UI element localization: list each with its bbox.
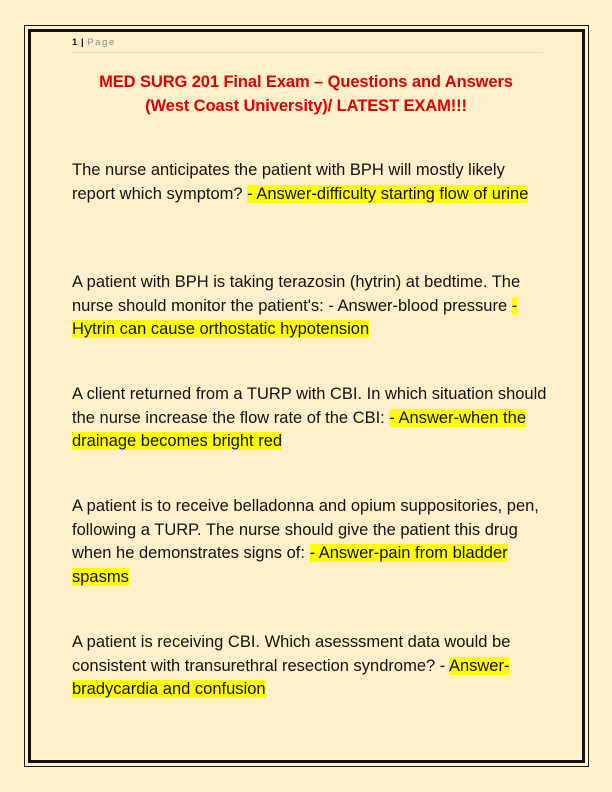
question-text: The nurse anticipates the patient with BPH will mostly likely report which symptom? xyxy=(72,161,505,203)
highlighted-answer: - Answer-pain from bladder spasms xyxy=(72,544,508,587)
question-text: A client returned from a TURP with CBI. In which situation should the nurse increase the flow rate of the CBI: xyxy=(72,385,547,427)
question-text: A patient is receiving CBI. Which asesssment data would be consistent with transurethral resection syndrome? xyxy=(72,633,511,675)
answer-text: - Answer-blood pressure xyxy=(328,296,512,315)
question-text: A patient with BPH is taking terazosin (hytrin) at bedtime. The nurse should monitor the patient's: xyxy=(72,273,521,315)
page-label: Page xyxy=(87,37,116,48)
title-line-2: (West Coast University)/ LATEST EXAM!!! xyxy=(145,97,467,115)
qa-item xyxy=(72,159,547,206)
highlighted-answer: Answer-bradycardia and confusion xyxy=(72,656,510,699)
qa-item xyxy=(72,631,547,702)
qa-item xyxy=(72,383,547,454)
answer-text: - xyxy=(439,656,449,675)
title-line-1: MED SURG 201 Final Exam – Questions and Answers xyxy=(99,73,513,91)
page-header xyxy=(72,37,543,53)
question-text: A patient is to receive belladonna and opium suppositories, pen, following a TURP. The nurse should give the patient this drug when he demonstrates signs of: xyxy=(72,497,539,563)
highlighted-answer: - Answer-difficulty starting flow of urine xyxy=(247,184,529,203)
qa-item xyxy=(72,495,547,590)
highlighted-answer: - Hytrin can cause orthostatic hypotension xyxy=(72,296,518,339)
header-separator: | xyxy=(80,37,84,48)
qa-item xyxy=(72,271,547,342)
highlighted-answer: - Answer-when the drainage becomes bright red xyxy=(72,408,526,451)
page-number: 1 xyxy=(72,37,78,48)
document-title xyxy=(60,70,552,118)
